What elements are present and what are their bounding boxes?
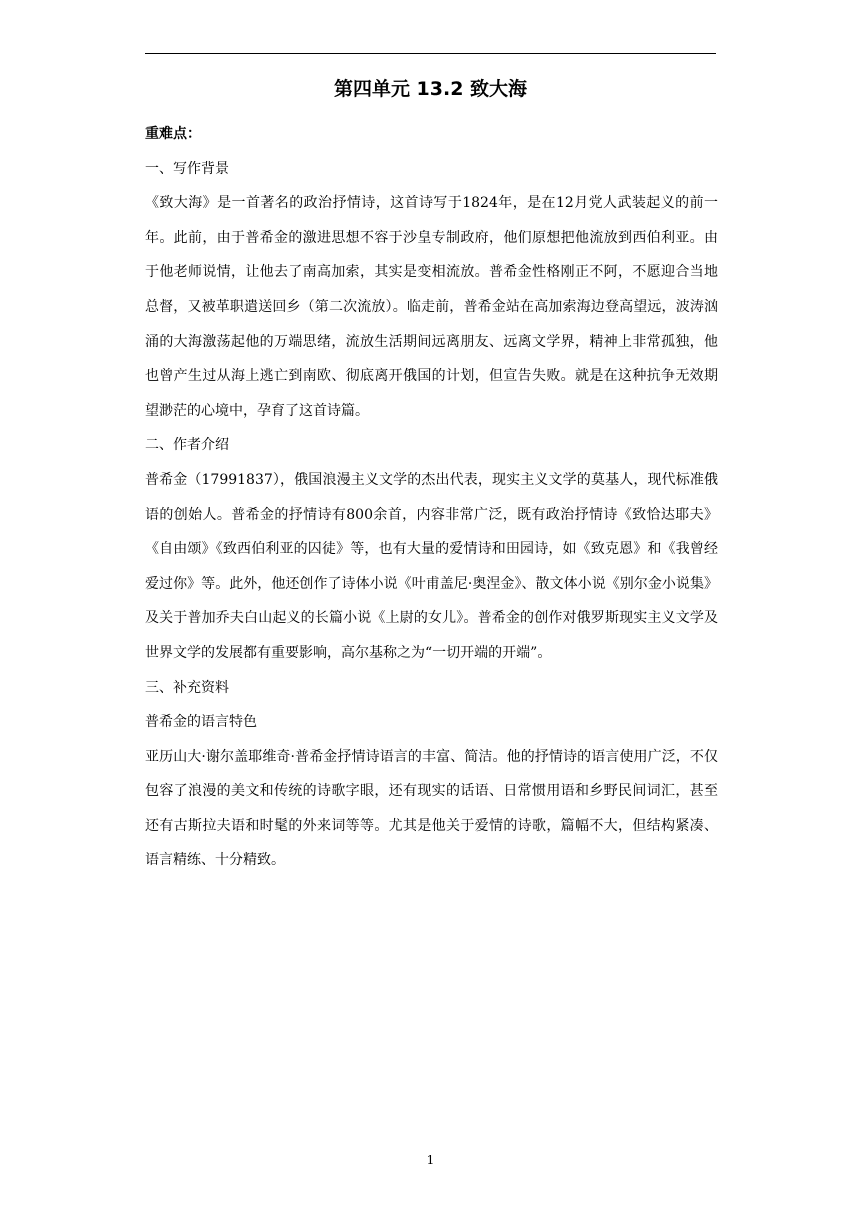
subheading-language-features: 普希金的语言特色 — [145, 714, 257, 731]
section-heading-author: 二、作者介绍 — [145, 437, 229, 454]
document-body — [145, 117, 718, 878]
section-heading-supplement: 三、补充资料 — [145, 679, 229, 696]
document-title: 第四单元 13.2 致大海 — [333, 78, 528, 100]
page-number: 1 — [426, 1153, 435, 1167]
header-rule — [145, 53, 716, 54]
paragraph-language-features: 亚历山大·谢尔盖耶维奇·普希金抒情诗语言的丰富、简洁。他的抒情诗的语言使用广泛，不仅包容了浪漫的美文和传统的诗歌字眼，还有现实的话语、日常惯用语和乡野民间词汇，甚至还有古斯拉夫语和时髦的外来词等等。尤其是他关于爱情的诗歌，篇幅不大，但结构紧凑、语言精练、十分精致。 — [145, 748, 718, 869]
section-heading-background: 一、写作背景 — [145, 160, 229, 177]
paragraph-author: 普希金（17991837），俄国浪漫主义文学的杰出代表，现实主义文学的莫基人，现代标准俄语的创始人。普希金的抒情诗有800余首，内容非常广泛，既有政治抒情诗《致恰达耶夫》《自由颂》《致西伯利亚的囚徒》等，也有大量的爱情诗和田园诗，如《致克恩》和《我曾经爱过你》等。此外，他还创作了诗体小说《叶甫盖尼·奥涅金》、散文体小说《别尔金小说集》及关于普加乔夫白山起义的长篇小说《上尉的女儿》。普希金的创作对俄罗斯现实主义文学及世界文学的发展都有重要影响，高尔基称之为“一切开端的开端”。 — [145, 471, 718, 661]
paragraph-background: 《致大海》是一首著名的政治抒情诗，这首诗写于1824年，是在12月党人武装起义的前一年。此前，由于普希金的激进思想不容于沙皇专制政府，他们原想把他流放到西伯利亚。由于他老师说情，让他去了南高加索，其实是变相流放。普希金性格刚正不阿，不愿迎合当地总督，又被革职遣送回乡（第二次流放）。临走前，普希金站在高加索海边登高望远，波涛汹涌的大海激荡起他的万端思绪，流放生活期间远离朋友、远离文学界，精神上非常孤独，他也曾产生过从海上逃亡到南欧、彻底离开俄国的计划，但宣告失败。就是在这种抗争无效期望渺茫的心境中，孕育了这首诗篇。 — [145, 195, 718, 419]
key-points-label: 重难点： — [145, 126, 201, 142]
